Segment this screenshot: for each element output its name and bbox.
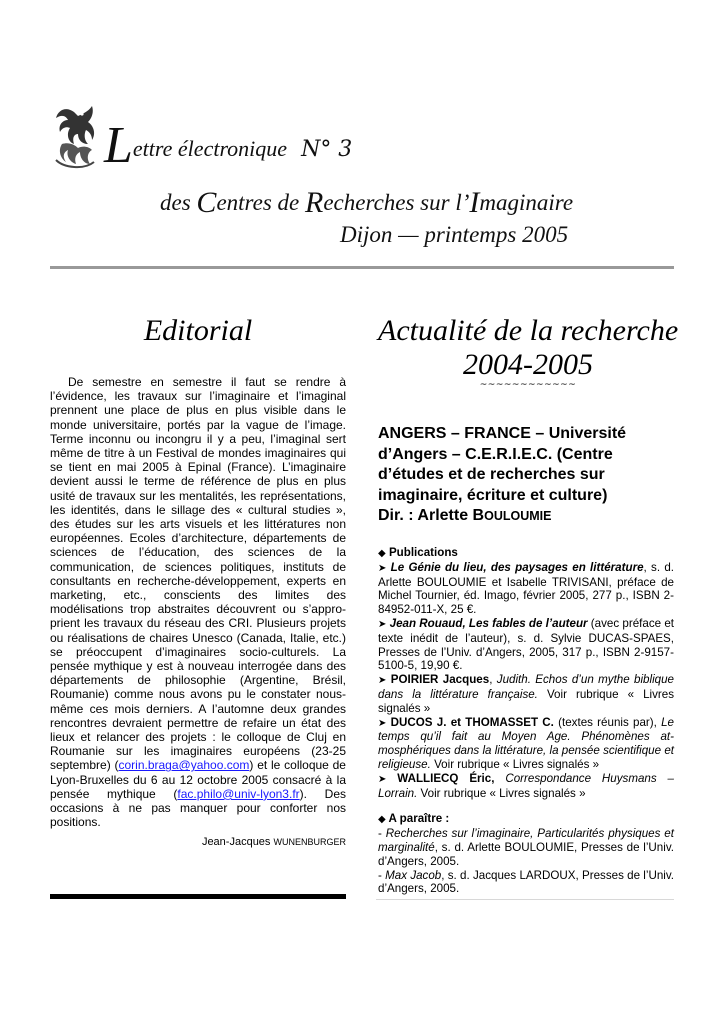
- subtitle-part: entres de: [216, 190, 306, 215]
- list-item: ➤ POIRIER Jacques, Judith. Echos d’un mythe biblique dans la littérature française. Voir rubrique « Livres signalés »: [378, 673, 674, 715]
- forthcoming-title: A paraître :: [388, 812, 450, 826]
- griffin-logo: [48, 104, 100, 170]
- list-item: - Max Jacob, s. d. Jacques LARDOUX, Presses de l’Univ. d’Angers, 2005.: [378, 868, 675, 896]
- director-line: [378, 506, 674, 527]
- pub-details: , s. d. Jacques LARDOUX, Presses de l’Univ. d’Angers, 2005.: [378, 868, 675, 896]
- pub-details: Voir rubrique « Livres signalés »: [378, 687, 674, 715]
- pub-title: Le Génie du lieu, des paysages en littérature: [390, 560, 644, 574]
- diamond-bullet-icon: ◆: [378, 548, 386, 559]
- tilde-separator: ~~~~~~~~~~~~: [479, 380, 577, 390]
- list-item: [378, 772, 674, 801]
- pub-title: Max Jacob: [385, 868, 442, 882]
- subtitle-part: des: [160, 190, 197, 215]
- arrow-bullet-icon: ➤: [378, 773, 387, 785]
- actualite-heading: Actualité de la recherche: [378, 314, 679, 347]
- pub-details: , s. d. Arlette BOULOUMIE, Presses de l’Univ. d’Angers, 2005.: [378, 840, 674, 868]
- arrow-bullet-icon: ➤: [378, 675, 387, 687]
- pub-title: Correspondance Huysmans – Lorrain.: [378, 771, 674, 800]
- pub-title: Jean Rouaud, Les fables de l’auteur: [389, 616, 588, 630]
- institution-name: ANGERS – FRANCE – Université d’Angers – C.E.R.I.E.C. (Centre d’études et de recherches sur imaginaire, écriture et culture): [378, 425, 627, 504]
- institution-block: [378, 424, 674, 527]
- subtitle-cap-c: C: [196, 186, 217, 219]
- editorial-body: [50, 375, 346, 830]
- newsletter-title: [104, 117, 353, 174]
- arrow-bullet-icon: ➤: [378, 618, 387, 630]
- signature-last: WUNENBURGER: [273, 837, 346, 847]
- pub-author: DUCOS J. et THOMASSET C.: [390, 715, 554, 729]
- editorial-text: ) et le colloque de Lyon-Bruxelles du 6 au 12 octobre 2005 consacré à la pensée mythique (: [50, 758, 346, 801]
- pub-details: (avec préface et texte inédit de l’auteur), s. d. Sylvie DUCAS-SPAES, Presses de l’Univ. d’Angers, 2005, 317 p., ISBN 2-9157-5100-5, 19,90 €.: [378, 616, 674, 673]
- pub-author: POIRIER Jacques: [390, 673, 490, 687]
- pub-details: Voir rubrique « Livres signalés »: [417, 786, 586, 800]
- list-item: - Recherches sur l’imaginaire, Particularités physiques et marginalité, s. d. Arlette BOULOUMIE, Presses de l’Univ. d’Angers, 2005.: [378, 827, 674, 868]
- title-initial: L: [104, 117, 133, 174]
- subtitle-cap-i: I: [469, 186, 480, 219]
- email-link-braga[interactable]: corin.braga@yahoo.com: [118, 758, 250, 773]
- signature-first: Jean-Jacques: [201, 836, 274, 848]
- pub-details: , s. d. Arlette BOULOUMIE et Isabelle TRIVISANI, préface de Michel Tournier, éd. Imago, février 2005, 277 p., ISBN 2-84952-011-X, 25 €.: [378, 560, 674, 617]
- arrow-bullet-icon: ➤: [378, 562, 387, 574]
- arrow-bullet-icon: ➤: [378, 717, 387, 729]
- editorial-heading: Editorial: [143, 314, 253, 347]
- pub-author: WALLIECQ Éric,: [397, 771, 495, 785]
- editorial-text: ). Des occasions à ne pas manquer pour conforter nos positions.: [50, 786, 346, 830]
- newsletter-subtitle: [160, 186, 573, 220]
- actualite-years: 2004-2005: [463, 348, 593, 381]
- editorial-footer-bar: [50, 894, 346, 899]
- header-divider: [50, 266, 674, 269]
- list-item: [378, 617, 674, 673]
- editorial-text: De semestre en semestre il faut se rendre à l’évidence, les travaux sur l’imaginaire et l’imaginal prennent une place de plus en plus visible dans le monde universitaire, portés par la vague de l’image. Terme inconnu ou incongru il y a peu, l’imaginal sert même de titre à un Festival de mondes imaginaires qui se tient en mai 2005 à Epinal (France). L’imaginaire devient aussi le terme de référence de plus en plus usité de travaux sur les mentalités, les représentations, les identités, dans le sillage des « cultural studies », des études sur les arts visuels et les littératures non européennes. Ecoles d’architecture, départements de sciences de l’éducation, des sciences de la communication, de sciences politiques, instituts de consultants en recherche-développement, experts en marketing, etc., conscients des limites des modélisations trop abstraites découvrent ou s’approprient les travaux du réseau des CRI. Plusieurs projets ou réalisations de chaires Unesco (Canada, Italie, etc.) se préoccupent d’imaginaires socio-culturels. La pensée mythique y est à nouveau interrogée dans des départements de philosophie (Argentine, Brésil, Roumanie) comme nous avons pu le constater nous-même ces mois derniers. A l’automne deux grandes rencontres devraient permettre de refaire un état des lieux et relancer des projets : le colloque de Cluj en Roumanie sur les imaginaires européens (23-25 septembre) (: [50, 375, 346, 773]
- pub-title: Le temps qu’il fait au Moyen Age. Phénomènes atmosphériques dans la littérature, la pensée scientifique et religieuse.: [378, 715, 675, 771]
- pub-title: Judith. Echos d’un mythe biblique dans la littérature française.: [378, 673, 674, 701]
- title-rest: ettre électronique: [132, 136, 288, 161]
- issue-date: Dijon — printemps 2005: [340, 222, 569, 247]
- editorial-signature: [50, 836, 346, 848]
- subtitle-part: echerches sur l’: [323, 190, 470, 215]
- pub-details: (textes réunis par),: [553, 715, 662, 729]
- list-item: [378, 716, 674, 772]
- subtitle-part: maginaire: [479, 190, 574, 215]
- pub-details: Voir rubrique « Livres signalés »: [430, 757, 600, 771]
- pub-title: Recherches sur l’imaginaire, Particularités physiques et marginalité: [378, 827, 674, 854]
- diamond-bullet-icon: ◆: [378, 814, 386, 826]
- issue-number: N° 3: [301, 137, 353, 162]
- list-item: [378, 561, 674, 617]
- subtitle-cap-r: R: [305, 186, 324, 219]
- director-surname: OULOUMIE: [484, 509, 552, 523]
- email-link-philo[interactable]: fac.philo@univ-lyon3.fr: [177, 786, 300, 801]
- publications-section: [378, 546, 674, 896]
- director-prefix: Dir. : Arlette B: [378, 507, 485, 524]
- actualite-footer-line: [376, 899, 674, 900]
- publications-title: Publications: [388, 546, 458, 559]
